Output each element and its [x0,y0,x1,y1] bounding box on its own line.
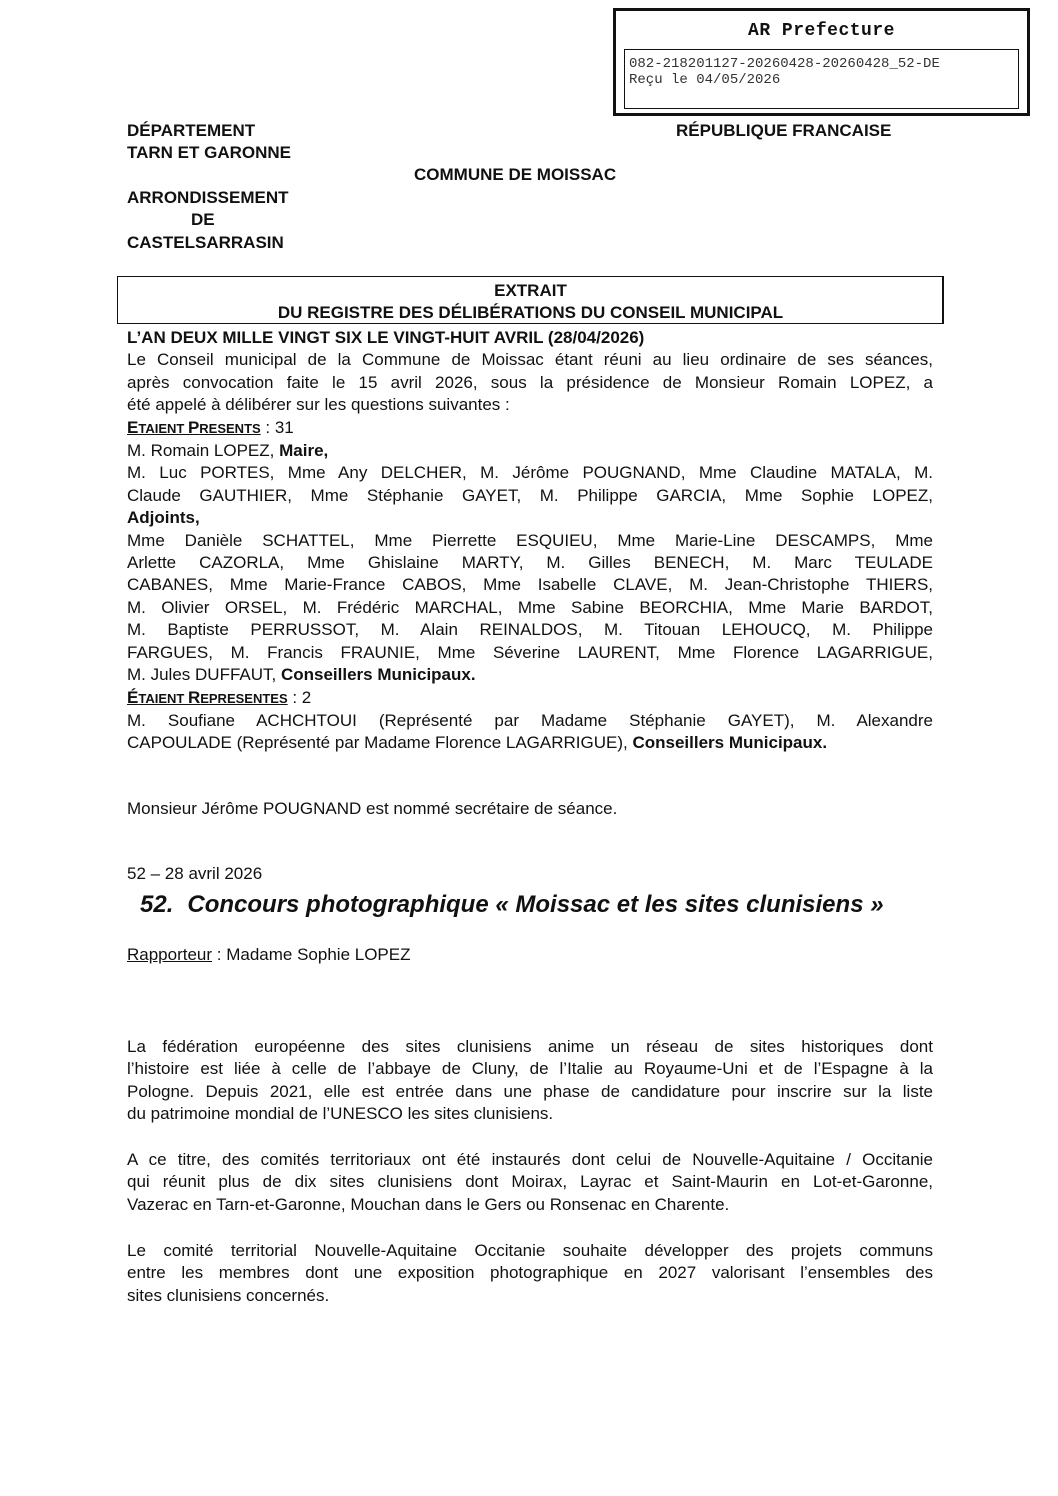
paragraph-line: entre les membres dont une exposition photographique en 2027 valorisant l’ensembles des [127,1263,933,1283]
rapporteur-value: : Madame Sophie LOPEZ [212,945,411,964]
paragraph-line: sites clunisiens concernés. [127,1285,330,1305]
representes-detail-line: M. Soufiane ACHCHTOUI (Représenté par Madame Stéphanie GAYET), M. Alexandre [127,710,933,730]
conseillers-line: M. Olivier ORSEL, M. Frédéric MARCHAL, Mme Sabine BEORCHIA, Mme Marie BARDOT, [127,597,933,617]
arrondissement-name: CASTELSARRASIN [127,233,284,252]
paragraph-line: Le comité territorial Nouvelle-Aquitaine Occitanie souhaite développer des projets communs [127,1241,933,1260]
commune-label: COMMUNE DE MOISSAC [414,165,617,184]
paragraph-line: qui réunit plus de dix sites clunisiens dont Moirax, Layrac et Saint-Maurin en Lot-et-Garonne, [127,1172,933,1192]
representes-detail-line: CAPOULADE (Représenté par Madame Florence LAGARRIGUE), Conseillers Municipaux. [127,733,828,753]
paragraph-3 [127,1240,933,1307]
adjoints-line: M. Luc PORTES, Mme Any DELCHER, M. Jérôme POUGNAND, Mme Claudine MATALA, M. [127,463,933,483]
rapporteur-line [127,944,933,966]
extrait-subtitle: DU REGISTRE DES DÉLIBÉRATIONS DU CONSEIL MUNICIPAL [277,303,784,322]
conseillers-last-line: M. Jules DUFFAUT, Conseillers Municipaux. [127,665,476,685]
representes-title: Conseillers Municipaux. [632,733,828,753]
extrait-title: EXTRAIT [494,281,567,300]
conseillers-line: Mme Danièle SCHATTEL, Mme Pierrette ESQUIEU, Mme Marie-Line DESCAMPS, Mme [127,530,933,550]
presents-label: ETAIENT PRESENTS [127,417,261,437]
paragraph-1 [127,1036,933,1126]
maire-line: M. Romain LOPEZ, Maire, [127,441,329,461]
arrondissement-de: DE [191,210,215,229]
paragraph-line: du patrimoine mondial de l’UNESCO les sites clunisiens. [127,1104,554,1124]
representes-label: ÉTAIENT REPRESENTES [127,687,288,707]
paragraph-line: La fédération européenne des sites clunisiens anime un réseau de sites historiques dont [127,1037,933,1056]
departement-label: DÉPARTEMENT [127,121,256,140]
intro-line: été appelé à délibérer sur les questions suivantes : [127,395,510,415]
stamp-reference-number: 082-218201127-20260428-20260428_52-DE [629,56,940,72]
departement-name: TARN ET GARONNE [127,143,292,162]
presents-line [127,417,933,440]
rapporteur-label: Rapporteur [127,945,213,964]
representes-count: : 2 [287,687,312,707]
secretaire-line: Monsieur Jérôme POUGNAND est nommé secrétaire de séance. [127,799,618,818]
session-block [127,327,933,755]
representes-line [127,687,933,710]
stamp-received-date: Reçu le 04/05/2026 [629,72,781,88]
item-reference: 52 – 28 avril 2026 [127,864,263,883]
paragraph-line: l’histoire est liée à celle de l’abbaye de Cluny, de l’Italie au Royaume-Uni et de l’Espagne à la [127,1059,933,1079]
adjoints-title: Adjoints, [127,508,200,528]
conseillers-line: FARGUES, M. Francis FRAUNIE, Mme Séverine LAURENT, Mme Florence LAGARRIGUE, [127,642,933,662]
intro-line: après convocation faite le 15 avril 2026, sous la présidence de Monsieur Romain LOPEZ, a [127,372,933,392]
ar-prefecture-stamp [613,8,1030,116]
paragraph-line: Pologne. Depuis 2021, elle est entrée dans une phase de candidature pour inscrire sur la liste [127,1081,933,1101]
stamp-reference-box [624,49,1019,109]
arrondissement-label: ARRONDISSEMENT [127,188,289,207]
paragraph-line: A ce titre, des comités territoriaux ont été instaurés dont celui de Nouvelle-Aquitaine / Occitanie [127,1150,933,1169]
item-heading [140,891,884,919]
paragraph-2 [127,1149,933,1216]
republique-label: RÉPUBLIQUE FRANCAISE [676,121,892,140]
stamp-title: AR Prefecture [748,21,895,41]
paragraph-line: Vazerac en Tarn-et-Garonne, Mouchan dans le Gers ou Ronsenac en Charente. [127,1194,730,1214]
conseillers-line: CABANES, Mme Marie-France CABOS, Mme Isabelle CLAVE, M. Jean-Christophe THIERS, [127,575,933,595]
intro-line: Le Conseil municipal de la Commune de Moissac étant réuni au lieu ordinaire de ses séances, [127,350,933,370]
presents-count: : 31 [260,417,294,437]
item-number: 52. [140,891,174,918]
session-date-heading: L’AN DEUX MILLE VINGT SIX LE VINGT-HUIT AVRIL (28/04/2026) [127,328,645,347]
conseillers-title: Conseillers Municipaux. [280,665,476,685]
maire-title: Maire, [279,441,329,461]
conseillers-line: M. Baptiste PERRUSSOT, M. Alain REINALDOS, M. Titouan LEHOUCQ, M. Philippe [127,620,933,640]
conseillers-line: Arlette CAZORLA, Mme Ghislaine MARTY, M. Gilles BENECH, M. Marc TEULADE [127,553,933,573]
adjoints-line: Claude GAUTHIER, Mme Stéphanie GAYET, M. Philippe GARCIA, Mme Sophie LOPEZ, [127,485,933,505]
item-title: Concours photographique « Moissac et les sites clunisiens » [187,891,884,918]
